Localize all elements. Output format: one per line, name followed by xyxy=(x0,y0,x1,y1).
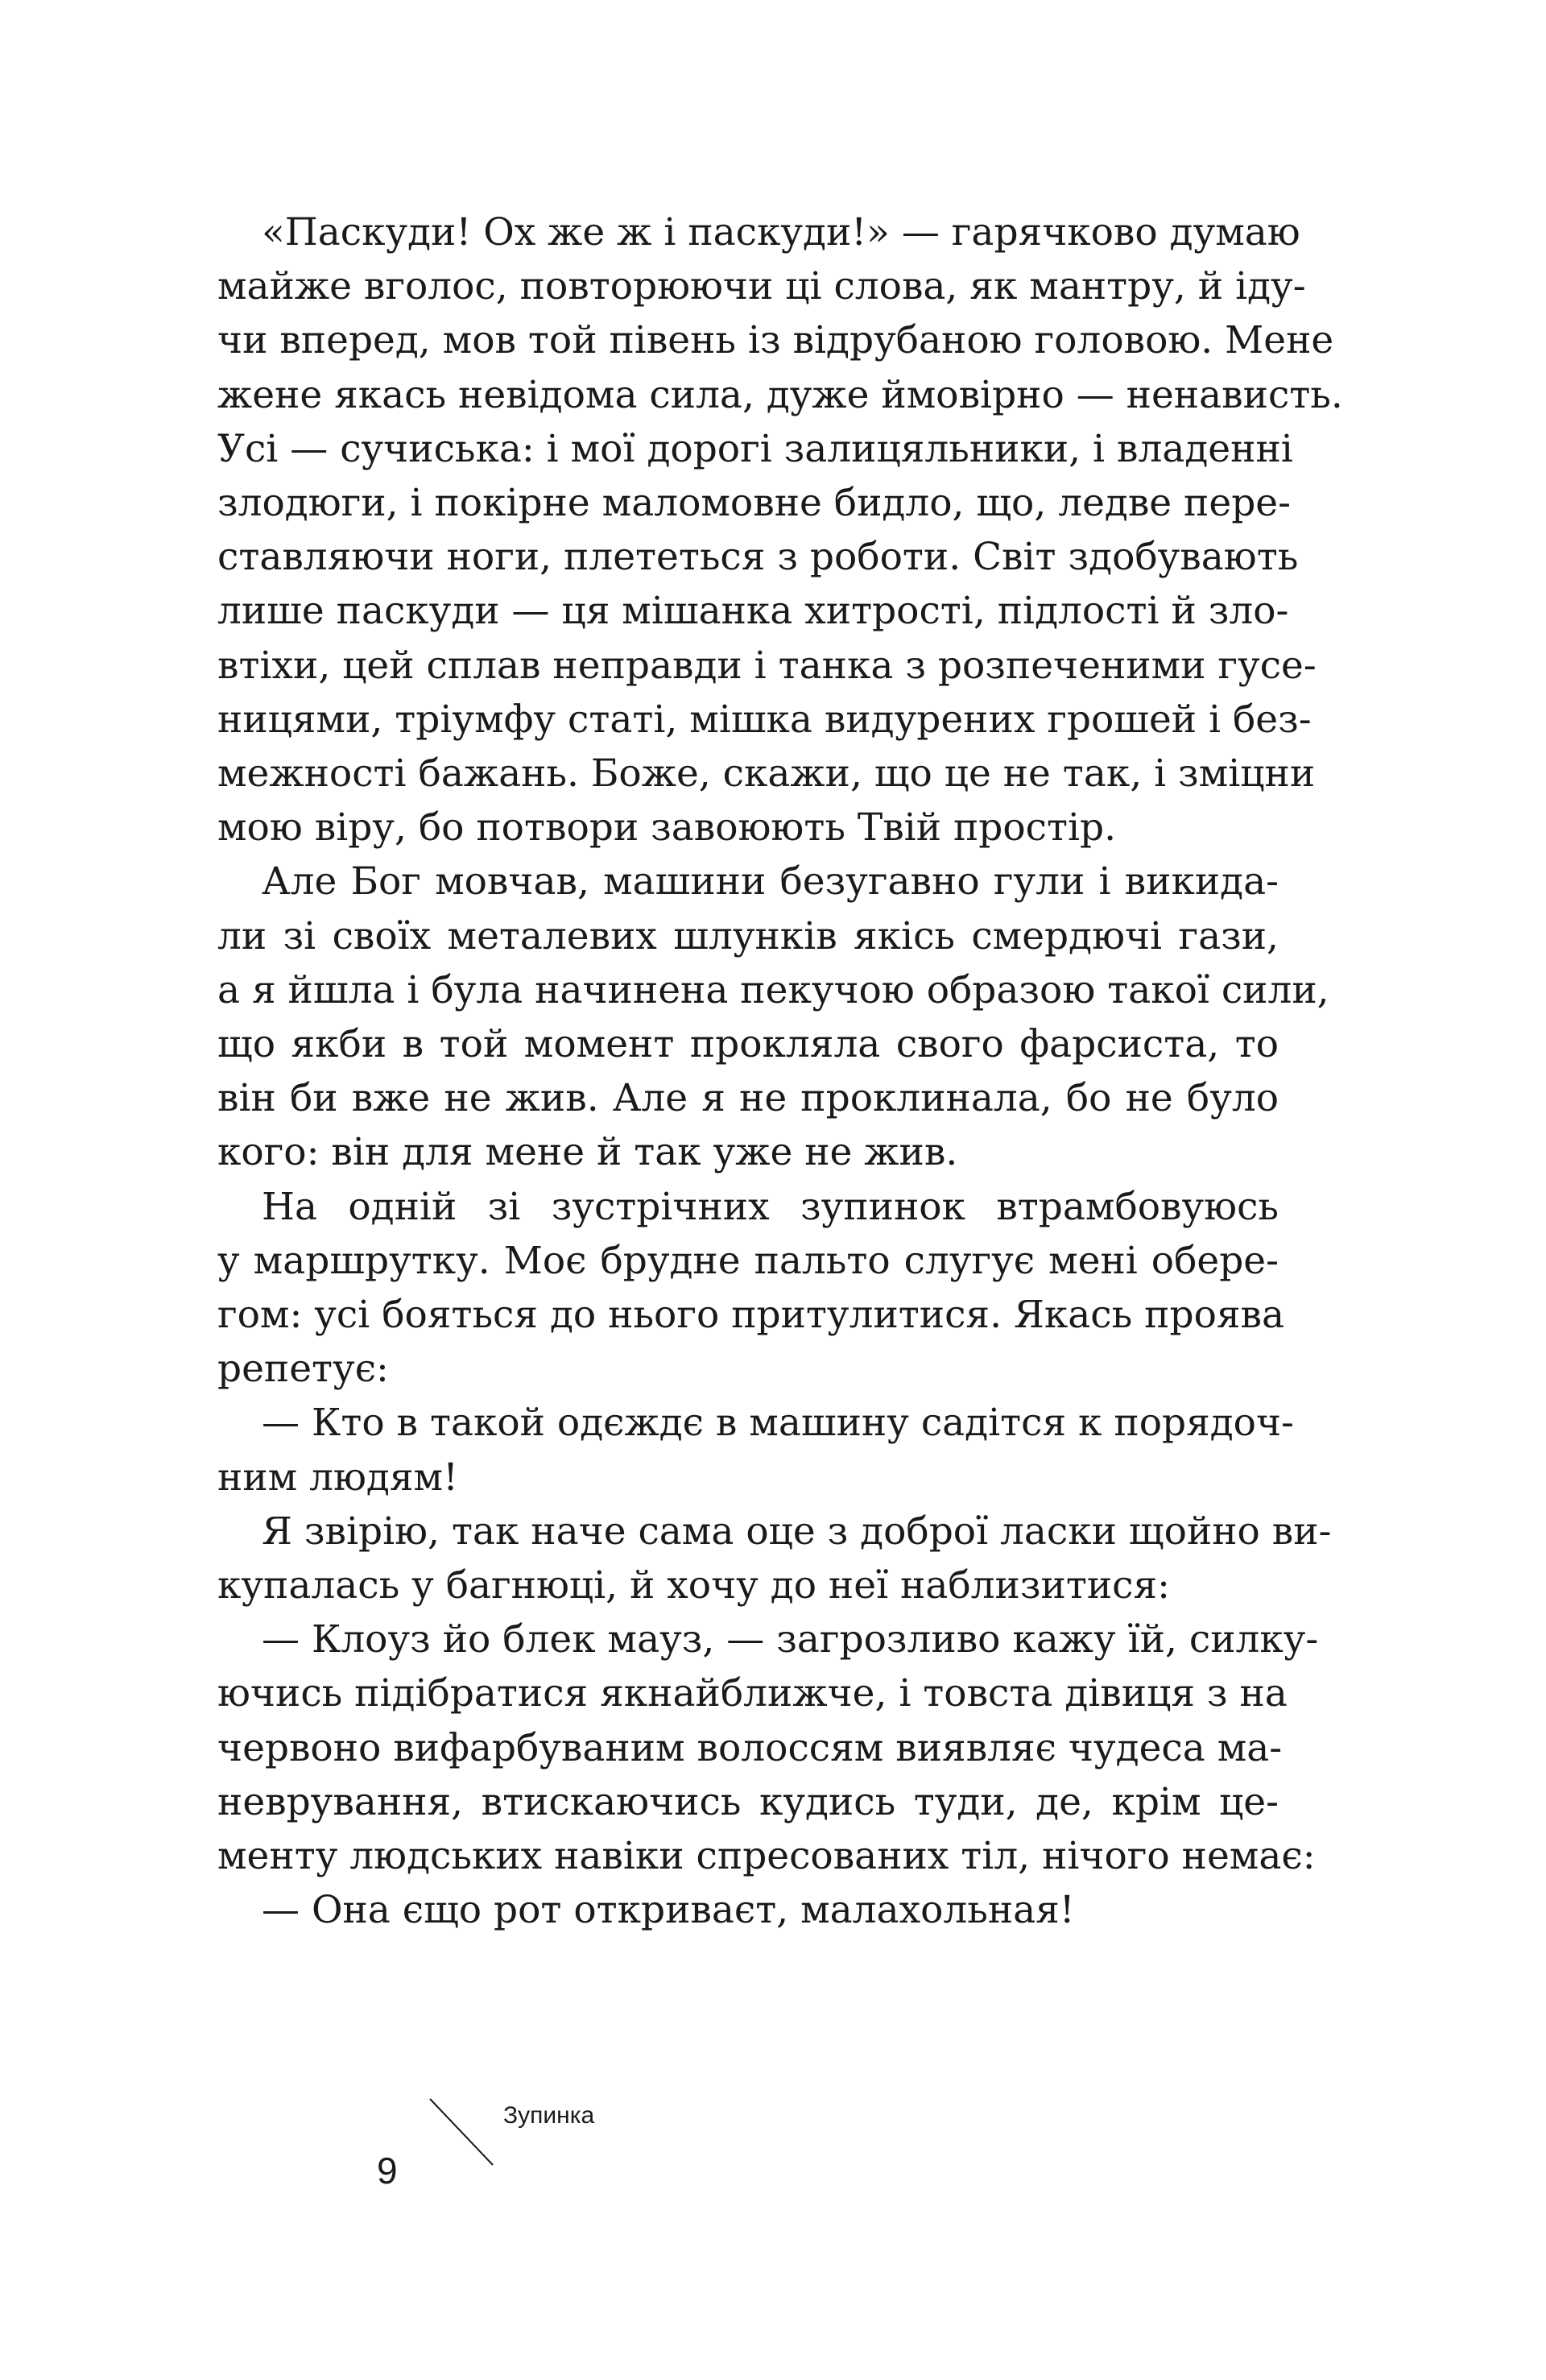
text-line: — Клоуз йо блек мауз, — загрозливо кажу їй, силку- xyxy=(262,1617,1319,1662)
text-line: він би вже не жив. Але я не проклинала, бо не було xyxy=(217,1076,1279,1121)
text-line: що якби в той момент прокляла свого фарсиста, то xyxy=(217,1022,1279,1067)
text-line: у маршрутку. Моє брудне пальто слугує мені обере- xyxy=(217,1238,1279,1283)
text-line: ючись підібратися якнайближче, і товста дівиця з на xyxy=(217,1671,1288,1716)
text-line: ним людям! xyxy=(217,1455,458,1500)
chapter-title: Зупинка xyxy=(503,2102,595,2129)
text-line: менту людських навіки спресованих тіл, нічого немає: xyxy=(217,1834,1316,1879)
text-line: гом: усі бояться до нього притулитися. Якась проява xyxy=(217,1293,1284,1338)
text-line: — Она єщо рот откриваєт, малахольная! xyxy=(262,1888,1075,1933)
text-line: майже вголос, повторюючи ці слова, як мантру, й іду- xyxy=(217,264,1306,309)
page-number: 9 xyxy=(377,2150,398,2192)
text-line: Усі — сучиська: і мої дорогі залицяльники, і владенні xyxy=(217,426,1293,471)
text-line: «Паскуди! Ох же ж і паскуди!» — гарячково думаю xyxy=(262,210,1300,255)
body-text xyxy=(217,205,1343,1938)
text-line: чи вперед, мов той півень із відрубаною головою. Мене xyxy=(217,318,1334,363)
text-line: Але Бог мовчав, машини безугавно гули і викида- xyxy=(262,859,1279,904)
text-line: репетує: xyxy=(217,1347,389,1392)
text-line: а я йшла і була начинена пекучою образою такої сили, xyxy=(217,967,1329,1012)
text-line: Я звірію, так наче сама оце з доброї ласки щойно ви- xyxy=(262,1509,1332,1554)
text-line: жене якась невідома сила, дуже ймовірно — ненависть. xyxy=(217,372,1343,417)
text-line: межності бажань. Боже, скажи, що це не так, і зміцни xyxy=(217,751,1316,797)
text-line: неврування, втискаючись кудись туди, де, крім це- xyxy=(217,1779,1279,1824)
text-line: червоно вифарбуваним волоссям виявляє чудеса ма- xyxy=(217,1725,1283,1770)
text-line: кого: він для мене й так уже не жив. xyxy=(217,1130,958,1175)
text-line: На одній зі зустрічних зупинок втрамбовуюсь xyxy=(262,1184,1279,1229)
text-line: ставляючи ноги, плететься з роботи. Світ здобувають xyxy=(217,535,1299,580)
text-line: мою віру, бо потвори завоюють Твій простір. xyxy=(217,805,1117,851)
text-line: втіхи, цей сплав неправди і танка з розпеченими гусе- xyxy=(217,643,1317,688)
footer-slash-divider xyxy=(427,2096,499,2168)
text-line: купалась у багнюці, й хочу до неї наблизитися: xyxy=(217,1563,1170,1608)
text-line: лише паскуди — ця мішанка хитрості, підлості й зло- xyxy=(217,589,1289,634)
text-line: злодюги, і покірне маломовне бидло, що, ледве пере- xyxy=(217,481,1291,526)
text-line: ли зі своїх металевих шлунків якісь смердючі гази, xyxy=(217,913,1279,958)
text-line: ницями, тріумфу статі, мішка видурених грошей і без- xyxy=(217,697,1312,742)
text-line: — Кто в такой одєждє в машину садітся к порядоч- xyxy=(262,1401,1294,1446)
